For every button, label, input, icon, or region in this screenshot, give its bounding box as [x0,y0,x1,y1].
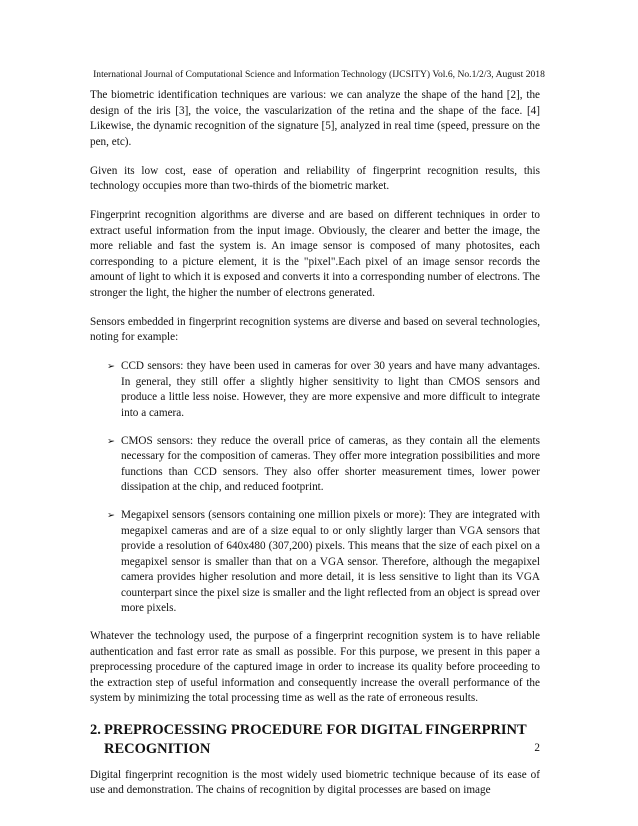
running-header: International Journal of Computational Science and Information Technology (IJCSITY) Vol.6, No.1/2/3, August 2018 [93,69,545,80]
paragraph-purpose: Whatever the technology used, the purpose of a fingerprint recognition system is to have reliable authentication and fast error rate as small as possible. For this purpose, we present in this paper a preprocessing procedure of the captured image in order to increase its quality before proceeding to the extraction step of useful information and consequently increase the overall performance of the system by minimizing the total processing time as well as the rate of erroneous results. [90,630,540,704]
paragraph-biometric-techniques: The biometric identification techniques are various: we can analyze the shape of the hand [2], the design of the iris [3], the voice, the vascularization of the retina and the shape of the face. [4] Likewise, the dynamic recognition of the signature [5], analyzed in real time (speed, pressure on the pen, etc). [90,89,540,148]
section-title-line2: RECOGNITION [104,741,211,757]
page-number: 2 [534,742,540,754]
arrow-bullet-icon: ➢ [107,435,115,447]
list-item-megapixel [90,508,540,617]
list-item-cmos [90,434,540,496]
arrow-bullet-icon: ➢ [107,510,115,521]
paragraph-recognition-algorithms: Fingerprint recognition algorithms are diverse and are based on different techniques in order to extract useful information from the input image. Obviously, the clearer and better the image, the more reliable and fast the system is. An image sensor is composed of many photosites, each corresponding to a picture element, it is the "pixel".Each pixel of an image sensor records the amount of light to which it is exposed and converts it into a corresponding number of electrons. The stronger the light, the higher the number of electrons generated. [90,209,540,299]
section-title-line1: PREPROCESSING PROCEDURE FOR DIGITAL FINGERPRINT [104,721,527,738]
list-item-text: CCD sensors: they have been used in cameras for over 30 years and have many advantages. In general, they still offer a slightly higher sensitivity to light than CMOS sensors and produce a little less noise. However, they are more expensive and more difficult to integrate into a camera. [121,360,540,419]
page-body [90,88,540,812]
list-item-text: Megapixel sensors (sensors containing one million pixels or more): They are integrated with megapixel cameras and are of a size equal to or only slightly larger than VGA sensors that provide a resolution of 640x480 (307,200) pixels. This means that the size of each pixel on a megapixel sensor is smaller than that on a VGA sensor. Therefore, although the megapixel camera provides higher resolution and more detail, it is less sensitive to light than its VGA counterpart since the pixel size is smaller and the light reflected from an object is spread over more pixels. [121,509,540,614]
paragraph-market-share: Given its low cost, ease of operation and reliability of fingerprint recognition results, this technology occupies more than two-thirds of the biometric market. [90,164,540,192]
sensor-list [90,359,540,617]
arrow-bullet-icon: ➢ [107,361,115,372]
list-item-text: CMOS sensors: they reduce the overall price of cameras, as they contain all the elements necessary for the composition of cameras. They offer more integration possibilities and more functions than CCD sensors. They also offer shorter measurement times, lower power dissipation at the chip, and reduced footprint. [121,434,540,493]
list-item-ccd [90,359,540,421]
paragraph-section-intro: Digital fingerprint recognition is the most widely used biometric technique because of its ease of use and demonstration. The chains of recognition by digital processes are based on image [90,768,540,796]
paragraph-sensor-intro: Sensors embedded in fingerprint recognition systems are diverse and based on several technologies, noting for example: [90,315,540,343]
section-heading [90,721,540,760]
section-number: 2. [90,721,101,738]
